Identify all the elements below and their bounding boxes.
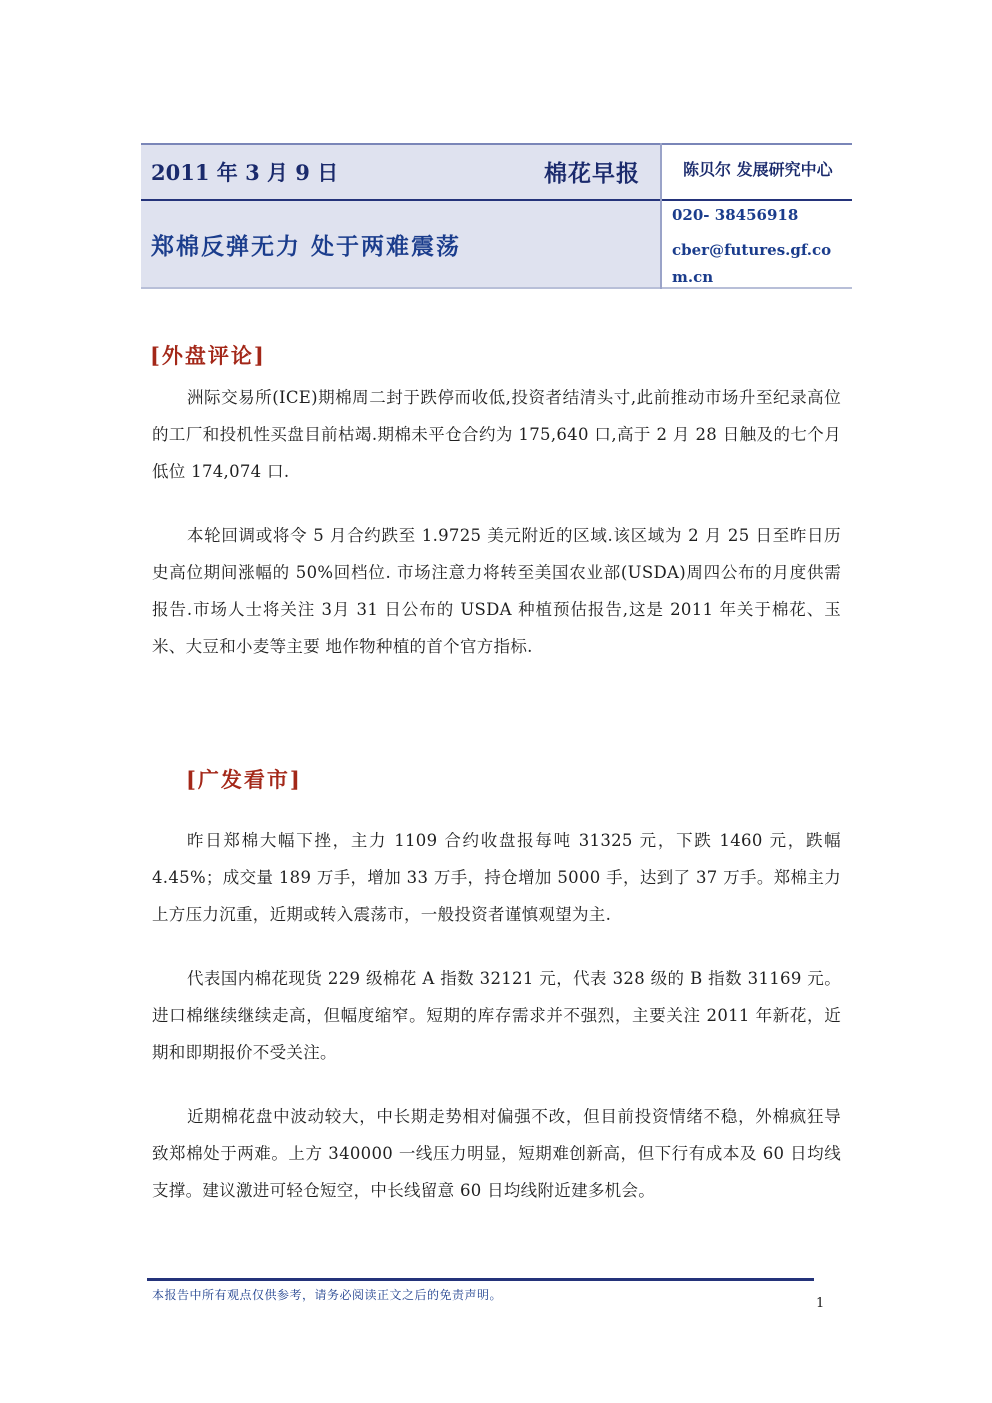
market-paragraph-3: 近期棉花盘中波动较大，中长期走势相对偏强不改，但目前投资情绪不稳，外棉疯狂导致郑棉处于两难。上方 340000 一线压力明显，短期难创新高，但下行有成本及 60 日均线支撑。建议激进可轻仓短空，中长线留意 60 日均线附近建多机会。 bbox=[152, 1107, 841, 1200]
market-paragraph-1: 昨日郑棉大幅下挫，主力 1109 合约收盘报每吨 31325 元，下跌 1460 元，跌幅 4.45%；成交量 189 万手，增加 33 万手，持仓增加 5000 手，达到了 37 万手。郑棉主力上方压力沉重，近期或转入震荡市，一般投资者谨慎观望为主. bbox=[152, 831, 841, 924]
overseas-paragraph-2: 本轮回调或将令 5 月合约跌至 1.9725 美元附近的区域.该区域为 2 月 25 日至昨日历史高位期间涨幅的 50%回档位. 市场注意力将转至美国农业部(USDA)周四公布的月度供需报告.市场人士将关注 3月 31 日公布的 USDA 种植预估报告,这是 2011 年关于棉花、玉米、大豆和小麦等主要 地作物种植的首个官方指标. bbox=[152, 526, 841, 656]
report-header bbox=[141, 143, 852, 289]
section-title-market-view: [广发看市] bbox=[186, 767, 302, 792]
contact-panel bbox=[660, 143, 854, 289]
overseas-paragraph-1: 洲际交易所(ICE)期棉周二封于跌停而收低,投资者结清头寸,此前推动市场升至纪录高位的工厂和投机性买盘目前枯竭.期棉未平仓合约为 175,640 口,高于 2 月 28 日触及的七个月低位 174,074 口. bbox=[152, 388, 841, 481]
market-paragraph-2: 代表国内棉花现货 229 级棉花 A 指数 32121 元，代表 328 级的 B 指数 31169 元。进口棉继续继续走高，但幅度缩窄。短期的库存需求并不强烈，主要关注 2011 年新花，近期和即期报价不受关注。 bbox=[152, 969, 841, 1062]
report-name: 棉花早报 bbox=[544, 160, 640, 187]
report-headline: 郑棉反弹无力 处于两难震荡 bbox=[151, 233, 462, 260]
section-title-overseas-review: [外盘评论] bbox=[150, 343, 266, 368]
contact-email[interactable]: cber@futures.gf.com.cn bbox=[672, 241, 832, 286]
analyst-name: 陈贝尔 发展研究中心 bbox=[683, 160, 833, 179]
footer-divider bbox=[147, 1278, 814, 1281]
page-number: 1 bbox=[816, 1296, 825, 1311]
report-date: 2011 年 3 月 9 日 bbox=[151, 160, 339, 185]
contact-phone: 020- 38456918 bbox=[672, 206, 799, 224]
footer-disclaimer: 本报告中所有观点仅供参考，请务必阅读正文之后的免责声明。 bbox=[152, 1288, 503, 1302]
